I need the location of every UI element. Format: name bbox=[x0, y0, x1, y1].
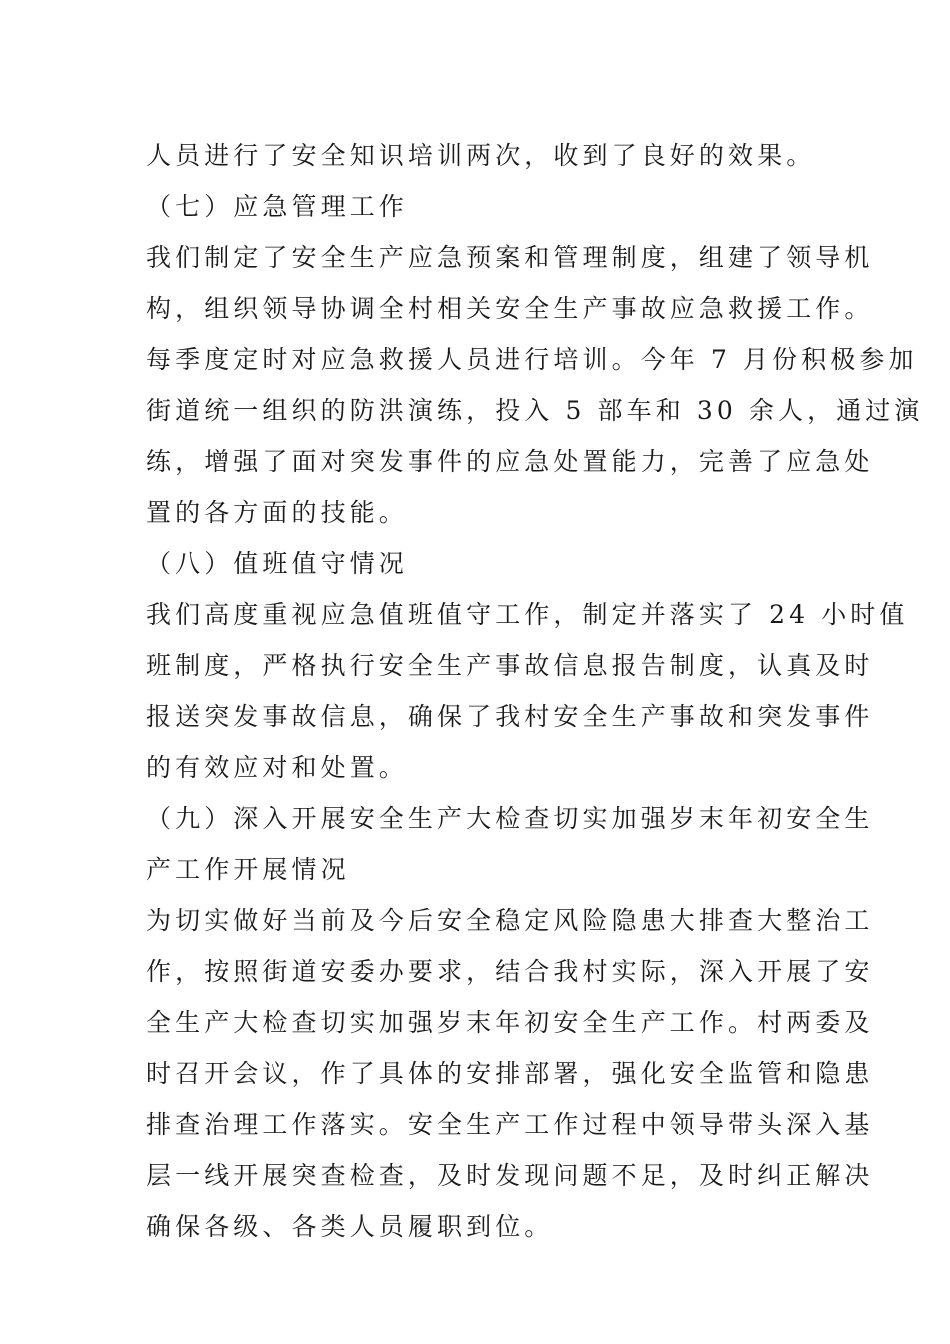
section-heading-9: （九）深入开展安全生产大检查切实加强岁末年初安全生 bbox=[146, 804, 874, 833]
body-line: 的有效应对和处置。 bbox=[146, 753, 408, 782]
body-line: 每季度定时对应急救援人员进行培训。今年 7 月份积极参加 bbox=[146, 345, 918, 374]
body-line: 层一线开展突查检查，及时发现问题不足，及时纠正解决 bbox=[146, 1161, 874, 1190]
body-line: 为切实做好当前及今后安全稳定风险隐患大排查大整治工 bbox=[146, 906, 874, 935]
body-line: 报送突发事故信息，确保了我村安全生产事故和突发事件 bbox=[146, 702, 874, 731]
body-line: 作，按照街道安委办要求，结合我村实际，深入开展了安 bbox=[146, 957, 874, 986]
document-body bbox=[146, 130, 924, 1252]
body-line: 班制度，严格执行安全生产事故信息报告制度，认真及时 bbox=[146, 651, 874, 680]
body-line: 时召开会议，作了具体的安排部署，强化安全监管和隐患 bbox=[146, 1059, 874, 1088]
body-line: 全生产大检查切实加强岁末年初安全生产工作。村两委及 bbox=[146, 1008, 874, 1037]
body-line: 我们制定了安全生产应急预案和管理制度，组建了领导机 bbox=[146, 243, 874, 272]
section-heading-9-continued: 产工作开展情况 bbox=[146, 855, 350, 884]
body-line: 练，增强了面对突发事件的应急处置能力，完善了应急处 bbox=[146, 447, 874, 476]
section-heading-8: （八）值班值守情况 bbox=[146, 549, 408, 578]
body-line: 街道统一组织的防洪演练，投入 5 部车和 30 余人，通过演 bbox=[146, 396, 924, 425]
section-heading-7: （七）应急管理工作 bbox=[146, 192, 408, 221]
body-line: 置的各方面的技能。 bbox=[146, 498, 408, 527]
body-line: 人员进行了安全知识培训两次，收到了良好的效果。 bbox=[146, 141, 816, 170]
body-line: 排查治理工作落实。安全生产工作过程中领导带头深入基 bbox=[146, 1110, 874, 1139]
body-line: 确保各级、各类人员履职到位。 bbox=[146, 1212, 554, 1241]
body-line: 我们高度重视应急值班值守工作，制定并落实了 24 小时值 bbox=[146, 600, 909, 629]
body-line: 构，组织领导协调全村相关安全生产事故应急救援工作。 bbox=[146, 294, 874, 323]
